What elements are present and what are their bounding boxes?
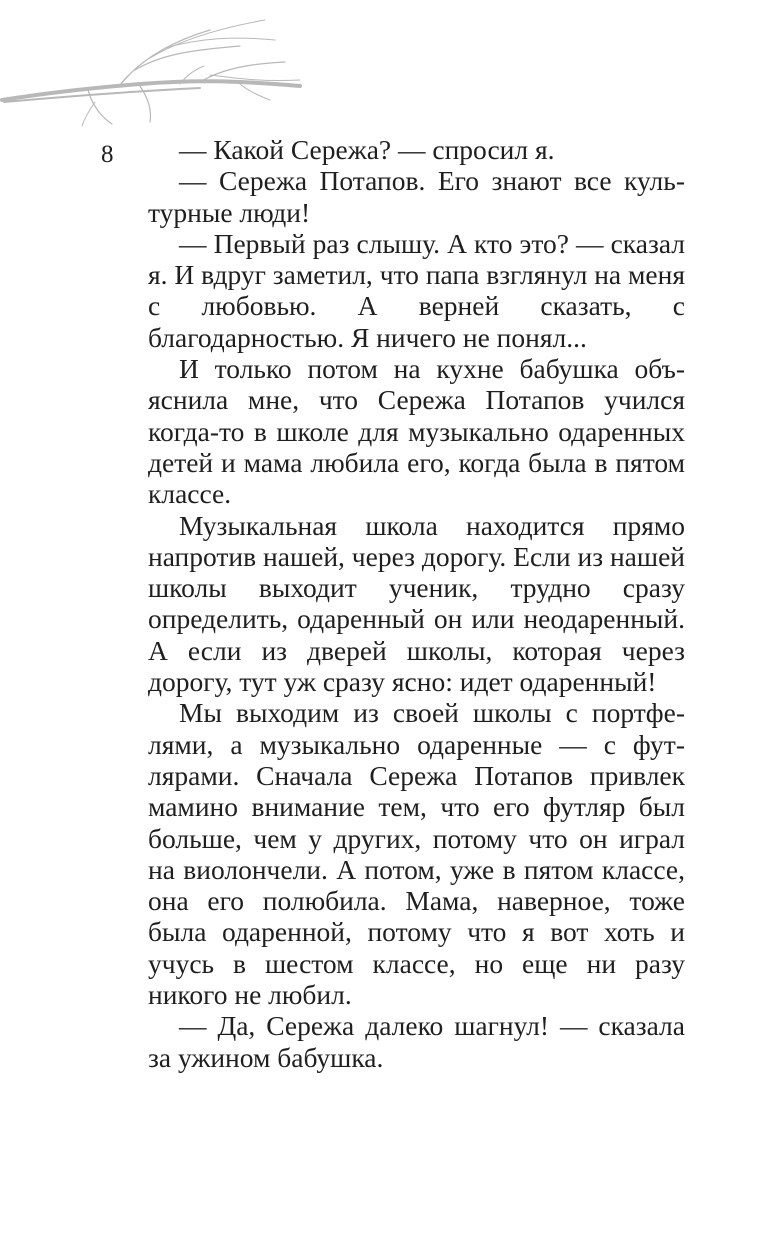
paragraph: — Сережа Потапов. Его знают все культурные люди!: [148, 165, 685, 228]
paragraph: — Какой Сережа? — спросил я.: [179, 134, 555, 165]
paragraph: — Первый раз слышу. А кто это? — сказал я. И вдруг заметил, что папа взглянул на меня с любовью. А верней сказать, с благодарностью. Я ничего не понял...: [148, 227, 685, 353]
paragraph: Музыкальная школа находится прямо напротив нашей, через дорогу. Если из нашей школы выходит ученик, трудно сразу определить, одаренный он или неодаренный. А если из дверей школы, которая через дорогу, тут уж сразу ясно: идет одаренный!: [148, 509, 685, 698]
paragraph: — Да, Сережа далеко шагнул! — сказала за ужином бабушка.: [148, 1010, 685, 1073]
paragraph: И только потом на кухне бабушка объяснила мне, что Сережа Потапов учился когда-то в школе для музыкально одаренных детей и мама любила его, когда была в пятом классе.: [148, 353, 685, 510]
paragraph: Мы выходим из своей школы с портфелями, а музыкально одаренные — с футлярами. Сначала Сережа Потапов привлек мамино внимание тем, что его футляр был больше, чем у других, потому что он играл на виолончели. А потом, уже в пятом классе, она его полюбила. Мама, наверное, тоже была одаренной, потому что я вот хоть и учусь в шестом классе, но еще ни разу никого не любил.: [148, 697, 685, 1011]
page-number: 8: [101, 141, 114, 168]
tree-branch-icon: [0, 0, 310, 140]
body-text: [148, 134, 685, 1073]
